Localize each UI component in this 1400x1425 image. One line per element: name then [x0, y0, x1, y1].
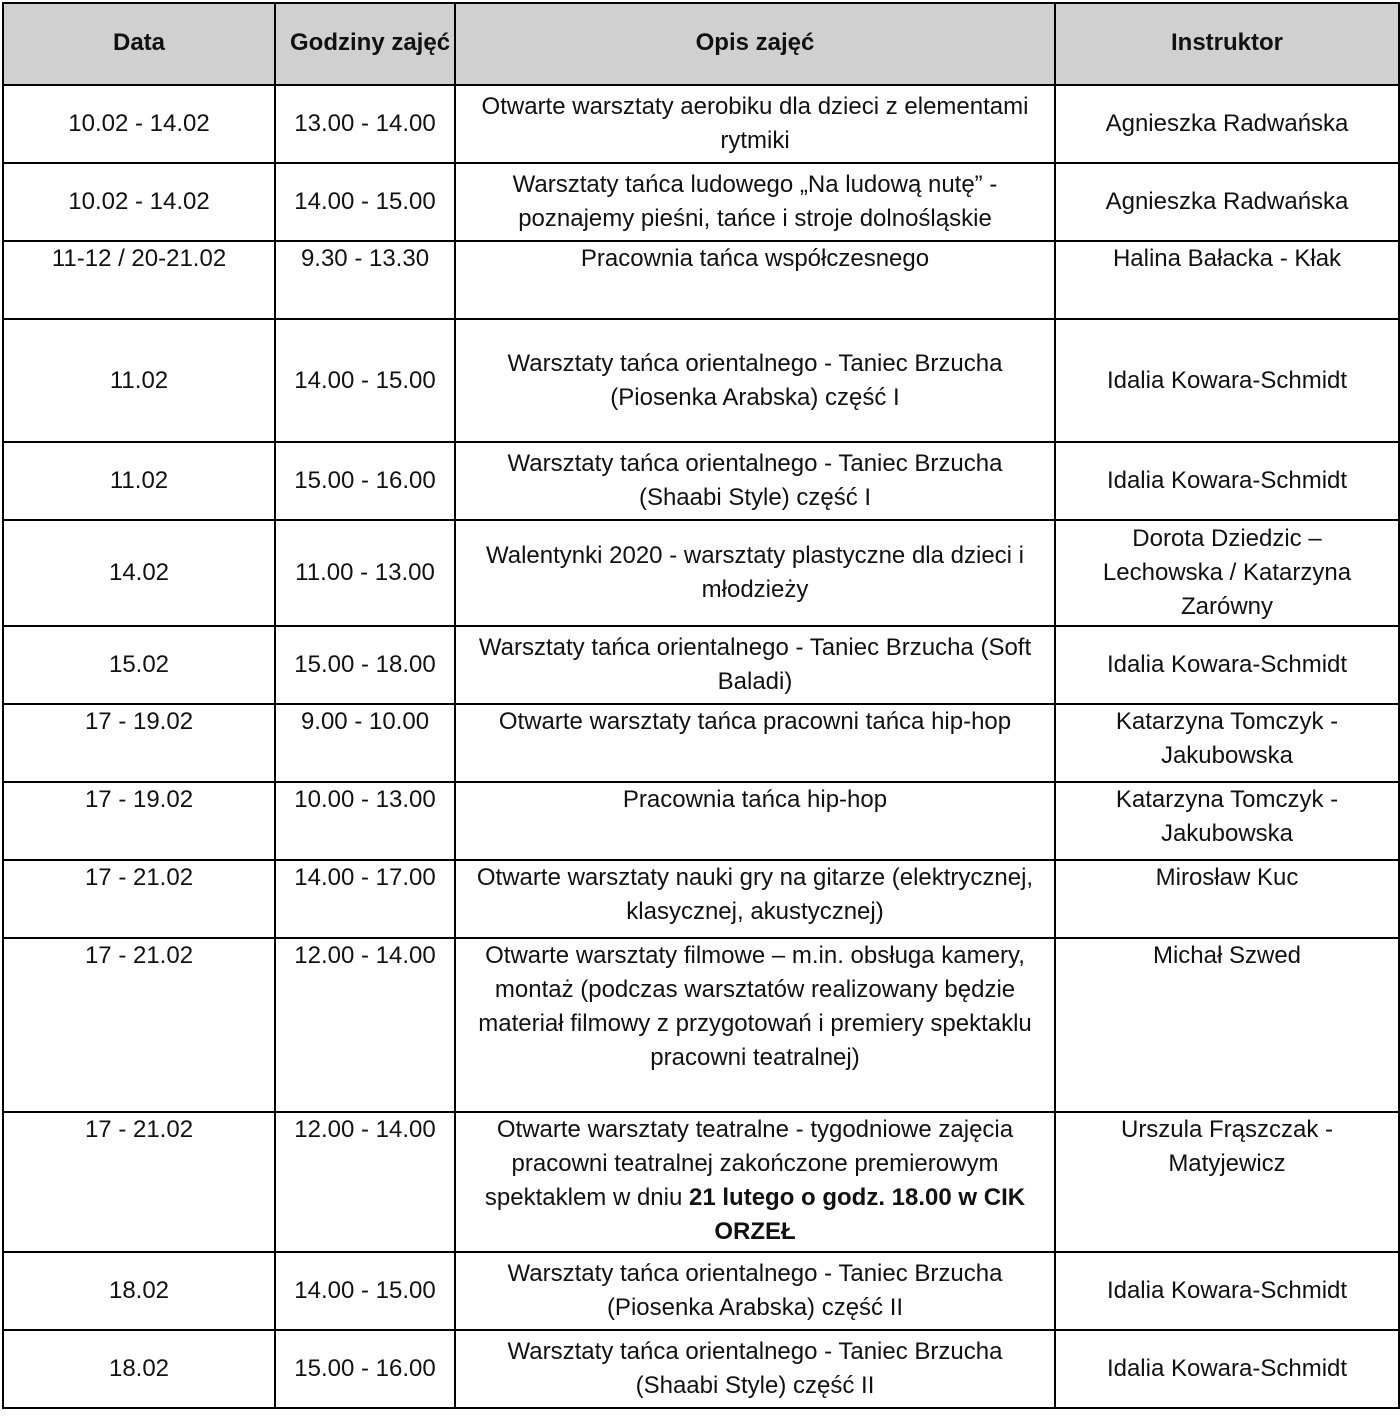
cell-instructor: Dorota Dziedzic – Lechowska / Katarzyna Zarówny: [1055, 520, 1399, 626]
description-text: Otwarte warsztaty teatralne - tygodniowe zajęcia pracowni teatralnej zakończone premierowym spektaklem w dniu: [484, 1116, 1014, 1211]
cell-hours: 15.00 - 18.00: [275, 626, 455, 704]
cell-hours: 11.00 - 13.00: [275, 520, 455, 626]
table-row: [3, 1112, 1399, 1252]
cell-hours: 14.00 - 15.00: [275, 163, 455, 241]
header-instructor: Instruktor: [1055, 3, 1399, 85]
cell-date: 10.02 - 14.02: [3, 163, 275, 241]
cell-instructor: Idalia Kowara-Schmidt: [1055, 1252, 1399, 1330]
cell-description: Warsztaty tańca orientalnego - Taniec Brzucha (Piosenka Arabska) część I: [455, 319, 1055, 442]
cell-date: 11-12 / 20-21.02: [3, 241, 275, 319]
cell-date: 11.02: [3, 319, 275, 442]
cell-date: 17 - 21.02: [3, 860, 275, 938]
cell-date: 18.02: [3, 1330, 275, 1408]
cell-instructor: Agnieszka Radwańska: [1055, 163, 1399, 241]
cell-description: Walentynki 2020 - warsztaty plastyczne dla dzieci i młodzieży: [455, 520, 1055, 626]
cell-hours: 15.00 - 16.00: [275, 442, 455, 520]
table-row: [3, 704, 1399, 782]
table-row: [3, 442, 1399, 520]
cell-date: 17 - 19.02: [3, 704, 275, 782]
cell-hours: 10.00 - 13.00: [275, 782, 455, 860]
cell-hours: 14.00 - 17.00: [275, 860, 455, 938]
table-row: [3, 85, 1399, 163]
cell-description: Otwarte warsztaty aerobiku dla dzieci z elementami rytmiki: [455, 85, 1055, 163]
cell-hours: 13.00 - 14.00: [275, 85, 455, 163]
table-row: [3, 626, 1399, 704]
cell-description: Warsztaty tańca orientalnego - Taniec Brzucha (Shaabi Style) część I: [455, 442, 1055, 520]
cell-hours: 14.00 - 15.00: [275, 319, 455, 442]
cell-date: 11.02: [3, 442, 275, 520]
table-row: [3, 163, 1399, 241]
cell-instructor: Halina Bałacka - Kłak: [1055, 241, 1399, 319]
cell-instructor: Urszula Frąszczak - Matyjewicz: [1055, 1112, 1399, 1252]
cell-instructor: Katarzyna Tomczyk - Jakubowska: [1055, 704, 1399, 782]
cell-hours: 12.00 - 14.00: [275, 1112, 455, 1252]
header-row: [3, 3, 1399, 85]
table-row: [3, 1252, 1399, 1330]
cell-description: Pracownia tańca współczesnego: [455, 241, 1055, 319]
cell-description: Otwarte warsztaty nauki gry na gitarze (elektrycznej, klasycznej, akustycznej): [455, 860, 1055, 938]
table-row: [3, 938, 1399, 1112]
cell-description: Warsztaty tańca ludowego „Na ludową nutę” - poznajemy pieśni, tańce i stroje dolnośląskie: [455, 163, 1055, 241]
cell-instructor: Michał Szwed: [1055, 938, 1399, 1112]
table-row: [3, 520, 1399, 626]
cell-instructor: Idalia Kowara-Schmidt: [1055, 1330, 1399, 1408]
cell-hours: 9.30 - 13.30: [275, 241, 455, 319]
cell-date: 15.02: [3, 626, 275, 704]
cell-instructor: Katarzyna Tomczyk - Jakubowska: [1055, 782, 1399, 860]
cell-hours: 15.00 - 16.00: [275, 1330, 455, 1408]
cell-description: [455, 1112, 1055, 1252]
cell-description: Pracownia tańca hip-hop: [455, 782, 1055, 860]
header-date: Data: [3, 3, 275, 85]
cell-instructor: Idalia Kowara-Schmidt: [1055, 319, 1399, 442]
cell-hours: 12.00 - 14.00: [275, 938, 455, 1112]
cell-date: 14.02: [3, 520, 275, 626]
header-hours: Godziny zajęć: [275, 3, 455, 85]
table-row: [3, 782, 1399, 860]
cell-hours: 9.00 - 10.00: [275, 704, 455, 782]
premiere-highlight: 21 lutego o godz. 18.00 w CIK ORZEŁ: [689, 1184, 1026, 1245]
cell-description: Warsztaty tańca orientalnego - Taniec Brzucha (Shaabi Style) część II: [455, 1330, 1055, 1408]
cell-date: 18.02: [3, 1252, 275, 1330]
cell-date: 17 - 19.02: [3, 782, 275, 860]
cell-date: 17 - 21.02: [3, 1112, 275, 1252]
cell-description: Warsztaty tańca orientalnego - Taniec Brzucha (Soft Baladi): [455, 626, 1055, 704]
cell-date: 10.02 - 14.02: [3, 85, 275, 163]
cell-description: Otwarte warsztaty filmowe – m.in. obsługa kamery, montaż (podczas warsztatów realizowany będzie materiał filmowy z przygotowań i premiery spektaklu pracowni teatralnej): [455, 938, 1055, 1112]
schedule-table: [2, 2, 1400, 1409]
cell-instructor: Idalia Kowara-Schmidt: [1055, 626, 1399, 704]
cell-hours: 14.00 - 15.00: [275, 1252, 455, 1330]
header-description: Opis zajęć: [455, 3, 1055, 85]
cell-description: Warsztaty tańca orientalnego - Taniec Brzucha (Piosenka Arabska) część II: [455, 1252, 1055, 1330]
table-row: [3, 241, 1399, 319]
cell-instructor: Mirosław Kuc: [1055, 860, 1399, 938]
cell-instructor: Idalia Kowara-Schmidt: [1055, 442, 1399, 520]
table-row: [3, 319, 1399, 442]
table-row: [3, 1330, 1399, 1408]
cell-date: 17 - 21.02: [3, 938, 275, 1112]
table-row: [3, 860, 1399, 938]
cell-description: Otwarte warsztaty tańca pracowni tańca hip-hop: [455, 704, 1055, 782]
cell-instructor: Agnieszka Radwańska: [1055, 85, 1399, 163]
